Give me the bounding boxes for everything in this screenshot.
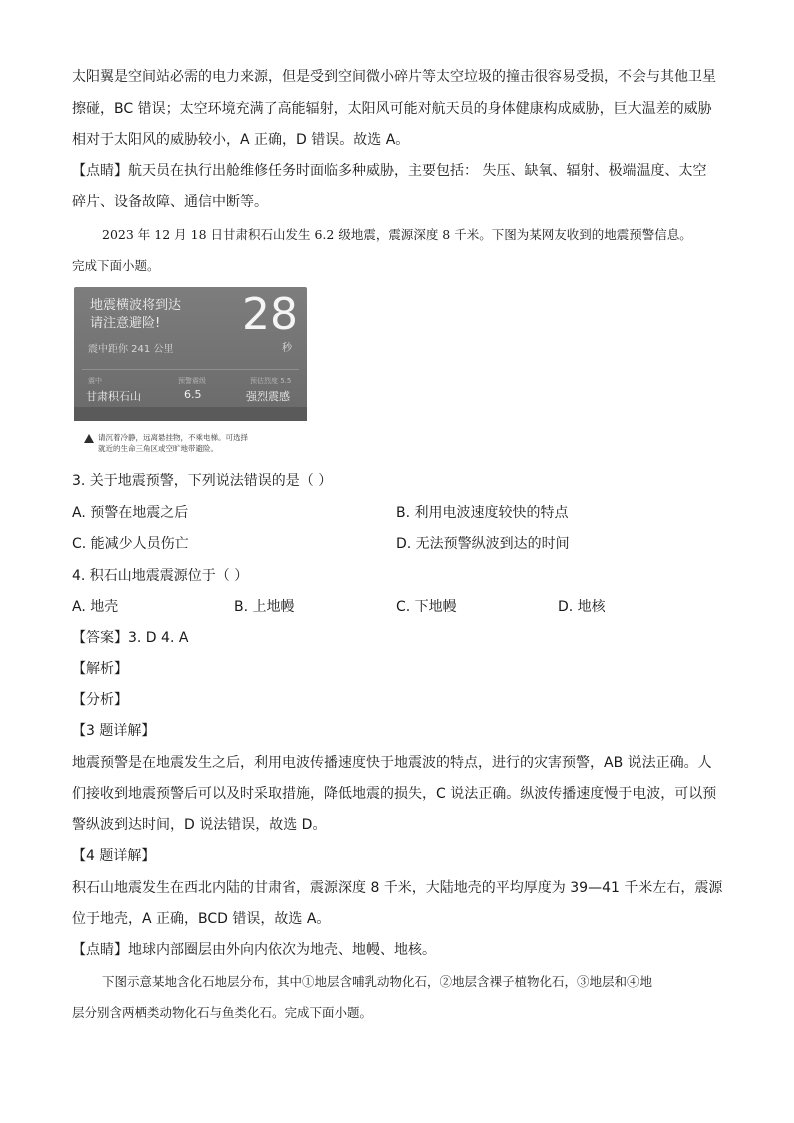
fenxi-heading: 【分析】 <box>72 692 128 708</box>
q4-detail-line1: 积石山地震发生在西北内陆的甘肃省，震源深度 8 千米，大陆地壳的平均厚度为 39—41 千米左右，震源 <box>72 880 723 896</box>
q3-detail-line2: 们接收到地震预警后可以及时采取措施，降低地震的损失，C 说法正确。纵波传播速度慢于电波，可以预 <box>72 786 717 802</box>
warning-icon <box>84 434 94 443</box>
q3-option-d: D. 无法预警纵波到达的时间 <box>396 536 570 552</box>
q3-option-c: C. 能减少人员伤亡 <box>72 536 189 552</box>
magnitude-label: 预警震级 <box>178 377 206 385</box>
dianjing2-tag: 【点睛】 <box>72 942 128 958</box>
answer-tag: 【答案】 <box>72 630 128 646</box>
para1-line1: 太阳翼是空间站必需的电力来源，但是受到空间微小碎片等太空垃圾的撞击很容易受损，不会与其他卫星 <box>72 69 716 85</box>
intro-line1: 2023 年 12 月 18 日甘肃积石山发生 6.2 级地震，震源深度 8 千米。下图为某网友收到的地震预警信息。 <box>102 227 692 242</box>
magnitude-value: 6.5 <box>184 388 202 401</box>
intro-line2: 完成下面小题。 <box>72 258 160 273</box>
q3-detail-line3: 警纵波到达时间，D 说法错误，故选 D。 <box>72 817 327 833</box>
alert-subtitle: 请注意避险! <box>90 316 161 331</box>
answer-text: 3. D 4. A <box>128 630 189 646</box>
dianjing1-line1 <box>72 161 706 181</box>
q3-stem: 3. 关于地震预警，下列说法错误的是（ ） <box>72 473 333 489</box>
q4-stem: 4. 积石山地震震源位于（ ） <box>72 568 249 584</box>
dianjing1-tag: 【点睛】 <box>72 163 128 179</box>
dianjing1-line2: 碎片、设备故障、通信中断等。 <box>72 194 268 210</box>
intensity-label: 预估烈度 5.5 <box>250 377 292 385</box>
earthquake-alert-image <box>74 287 307 421</box>
q3-detail-heading: 【3 题详解】 <box>72 723 156 739</box>
alert-bottom-band <box>74 407 307 421</box>
alert-seconds-unit: 秒 <box>282 343 292 354</box>
dianjing2-line <box>72 940 436 960</box>
jiexi-heading: 【解析】 <box>72 661 128 677</box>
caution-line2: 就近的生命三角区或空旷地带避险。 <box>98 444 218 453</box>
alert-divider <box>82 369 299 370</box>
caution-line1: 请沉着冷静，远离悬挂物，不乘电梯。可选择 <box>98 433 248 442</box>
q4-option-c: C. 下地幔 <box>396 599 457 615</box>
answer-line <box>72 628 188 648</box>
epicenter-label: 震中 <box>88 377 102 385</box>
q3-option-a: A. 预警在地震之后 <box>72 505 189 521</box>
q4-option-a: A. 地壳 <box>72 599 119 615</box>
para1-line2: 擦碰，BC 错误；太空环境充满了高能辐射，太阳风可能对航天员的身体健康构成威胁，巨大温差的威胁 <box>72 101 712 117</box>
epicenter-value: 甘肃积石山 <box>86 390 141 403</box>
alert-countdown: 28 <box>242 289 298 340</box>
q3-detail-line1: 地震预警是在地震发生之后，利用电波传播速度快于地震波的特点，进行的灾害预警，AB 说法正确。人 <box>72 755 712 771</box>
q4-option-b: B. 上地幔 <box>234 599 295 615</box>
alert-title: 地震横波将到达 <box>90 298 182 313</box>
alert-distance: 震中距你 241 公里 <box>88 344 174 355</box>
q4-detail-line2: 位于地壳，A 正确，BCD 错误，故选 A。 <box>72 911 331 927</box>
q4-option-d: D. 地核 <box>558 599 606 615</box>
dianjing2-text: 地球内部圈层由外向内依次为地壳、地幔、地核。 <box>128 942 436 958</box>
q3-option-b: B. 利用电波速度较快的特点 <box>396 505 569 521</box>
para1-line3: 相对于太阳风的威胁较小，A 正确，D 错误。故选 A。 <box>72 132 410 148</box>
next-intro-line2: 层分别含两栖类动物化石与鱼类化石。完成下面小题。 <box>72 1005 373 1020</box>
dianjing1-text1: 航天员在执行出舱维修任务时面临多种威胁，主要包括： 失压、缺氧、辐射、极端温度、太空 <box>128 163 707 179</box>
next-intro-line1: 下图示意某地含化石地层分布，其中①地层含哺乳动物化石，②地层含裸子植物化石，③地层和④地 <box>102 974 653 989</box>
intensity-value: 强烈震感 <box>246 390 290 403</box>
q4-detail-heading: 【4 题详解】 <box>72 848 156 864</box>
